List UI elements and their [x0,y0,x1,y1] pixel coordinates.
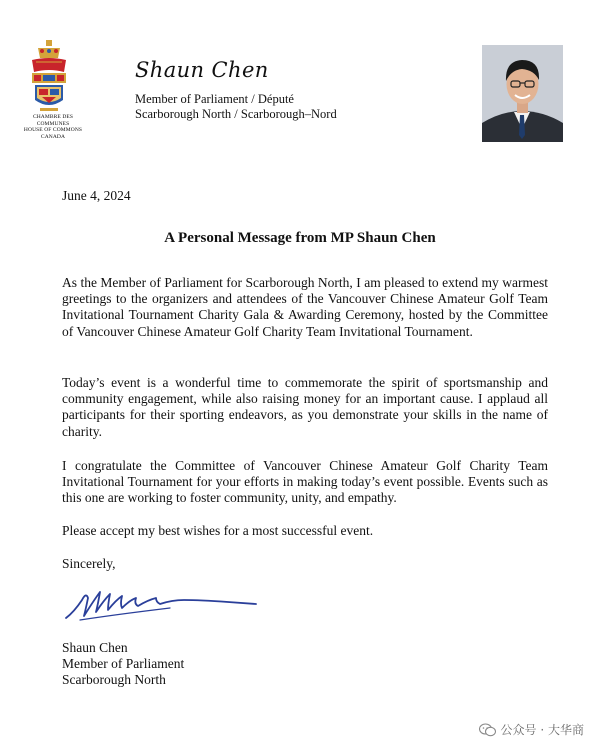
crest-caption-french: CHAMBRE DES COMMUNES [32,114,74,127]
letter-paragraph: Today’s event is a wonderful time to commemorate the spirit of sportsmanship and community engagement, while also raising money for an important cause. I applaud all participants for their sporting endeavors, as you demonstrate your skills in the name of charity. [62,375,548,439]
letterhead-role: Member of Parliament / Député [135,92,294,106]
letter-paragraph: As the Member of Parliament for Scarborough North, I am pleased to extend my warmest greetings to the organizers and attendees of the Vancouver Chinese Amateur Golf Team Invitational Tournament Charity Gala & Awarding Ceremony, hosted by the Committee of Vancouver Chinese Amateur Golf Charity Team Invitational Tournament. [62,275,548,339]
signer-riding: Scarborough North [62,672,166,687]
crest-caption-english: HOUSE OF COMMONS [23,127,83,133]
signer-name: Shaun Chen [62,640,128,655]
letter-title: A Personal Message from MP Shaun Chen [164,230,436,246]
crest-caption [20,114,86,140]
house-of-commons-crest [28,40,70,114]
portrait-illustration [482,45,563,142]
wechat-icon [479,723,496,737]
handwritten-signature [60,578,260,628]
watermark-text: 公众号 · 大华商 [500,723,584,737]
portrait-photo [482,45,563,142]
crest-caption-country: CANADA [40,133,66,140]
letter-paragraph: Please accept my best wishes for a most successful event. [62,523,374,538]
signer-title: Member of Parliament [62,656,185,671]
letter-date: June 4, 2024 [62,188,131,203]
wechat-watermark [479,721,584,738]
letterhead-riding: Scarborough North / Scarborough–Nord [135,107,337,121]
letter-paragraph: I congratulate the Committee of Vancouver Chinese Amateur Golf Charity Team Invitational Tournament for your efforts in making today’s event possible. Events such as this one are working to foster community, unity, and empathy. [62,458,548,506]
letterhead-name: Shaun Chen [135,58,269,82]
letter-closing: Sincerely, [62,556,116,571]
